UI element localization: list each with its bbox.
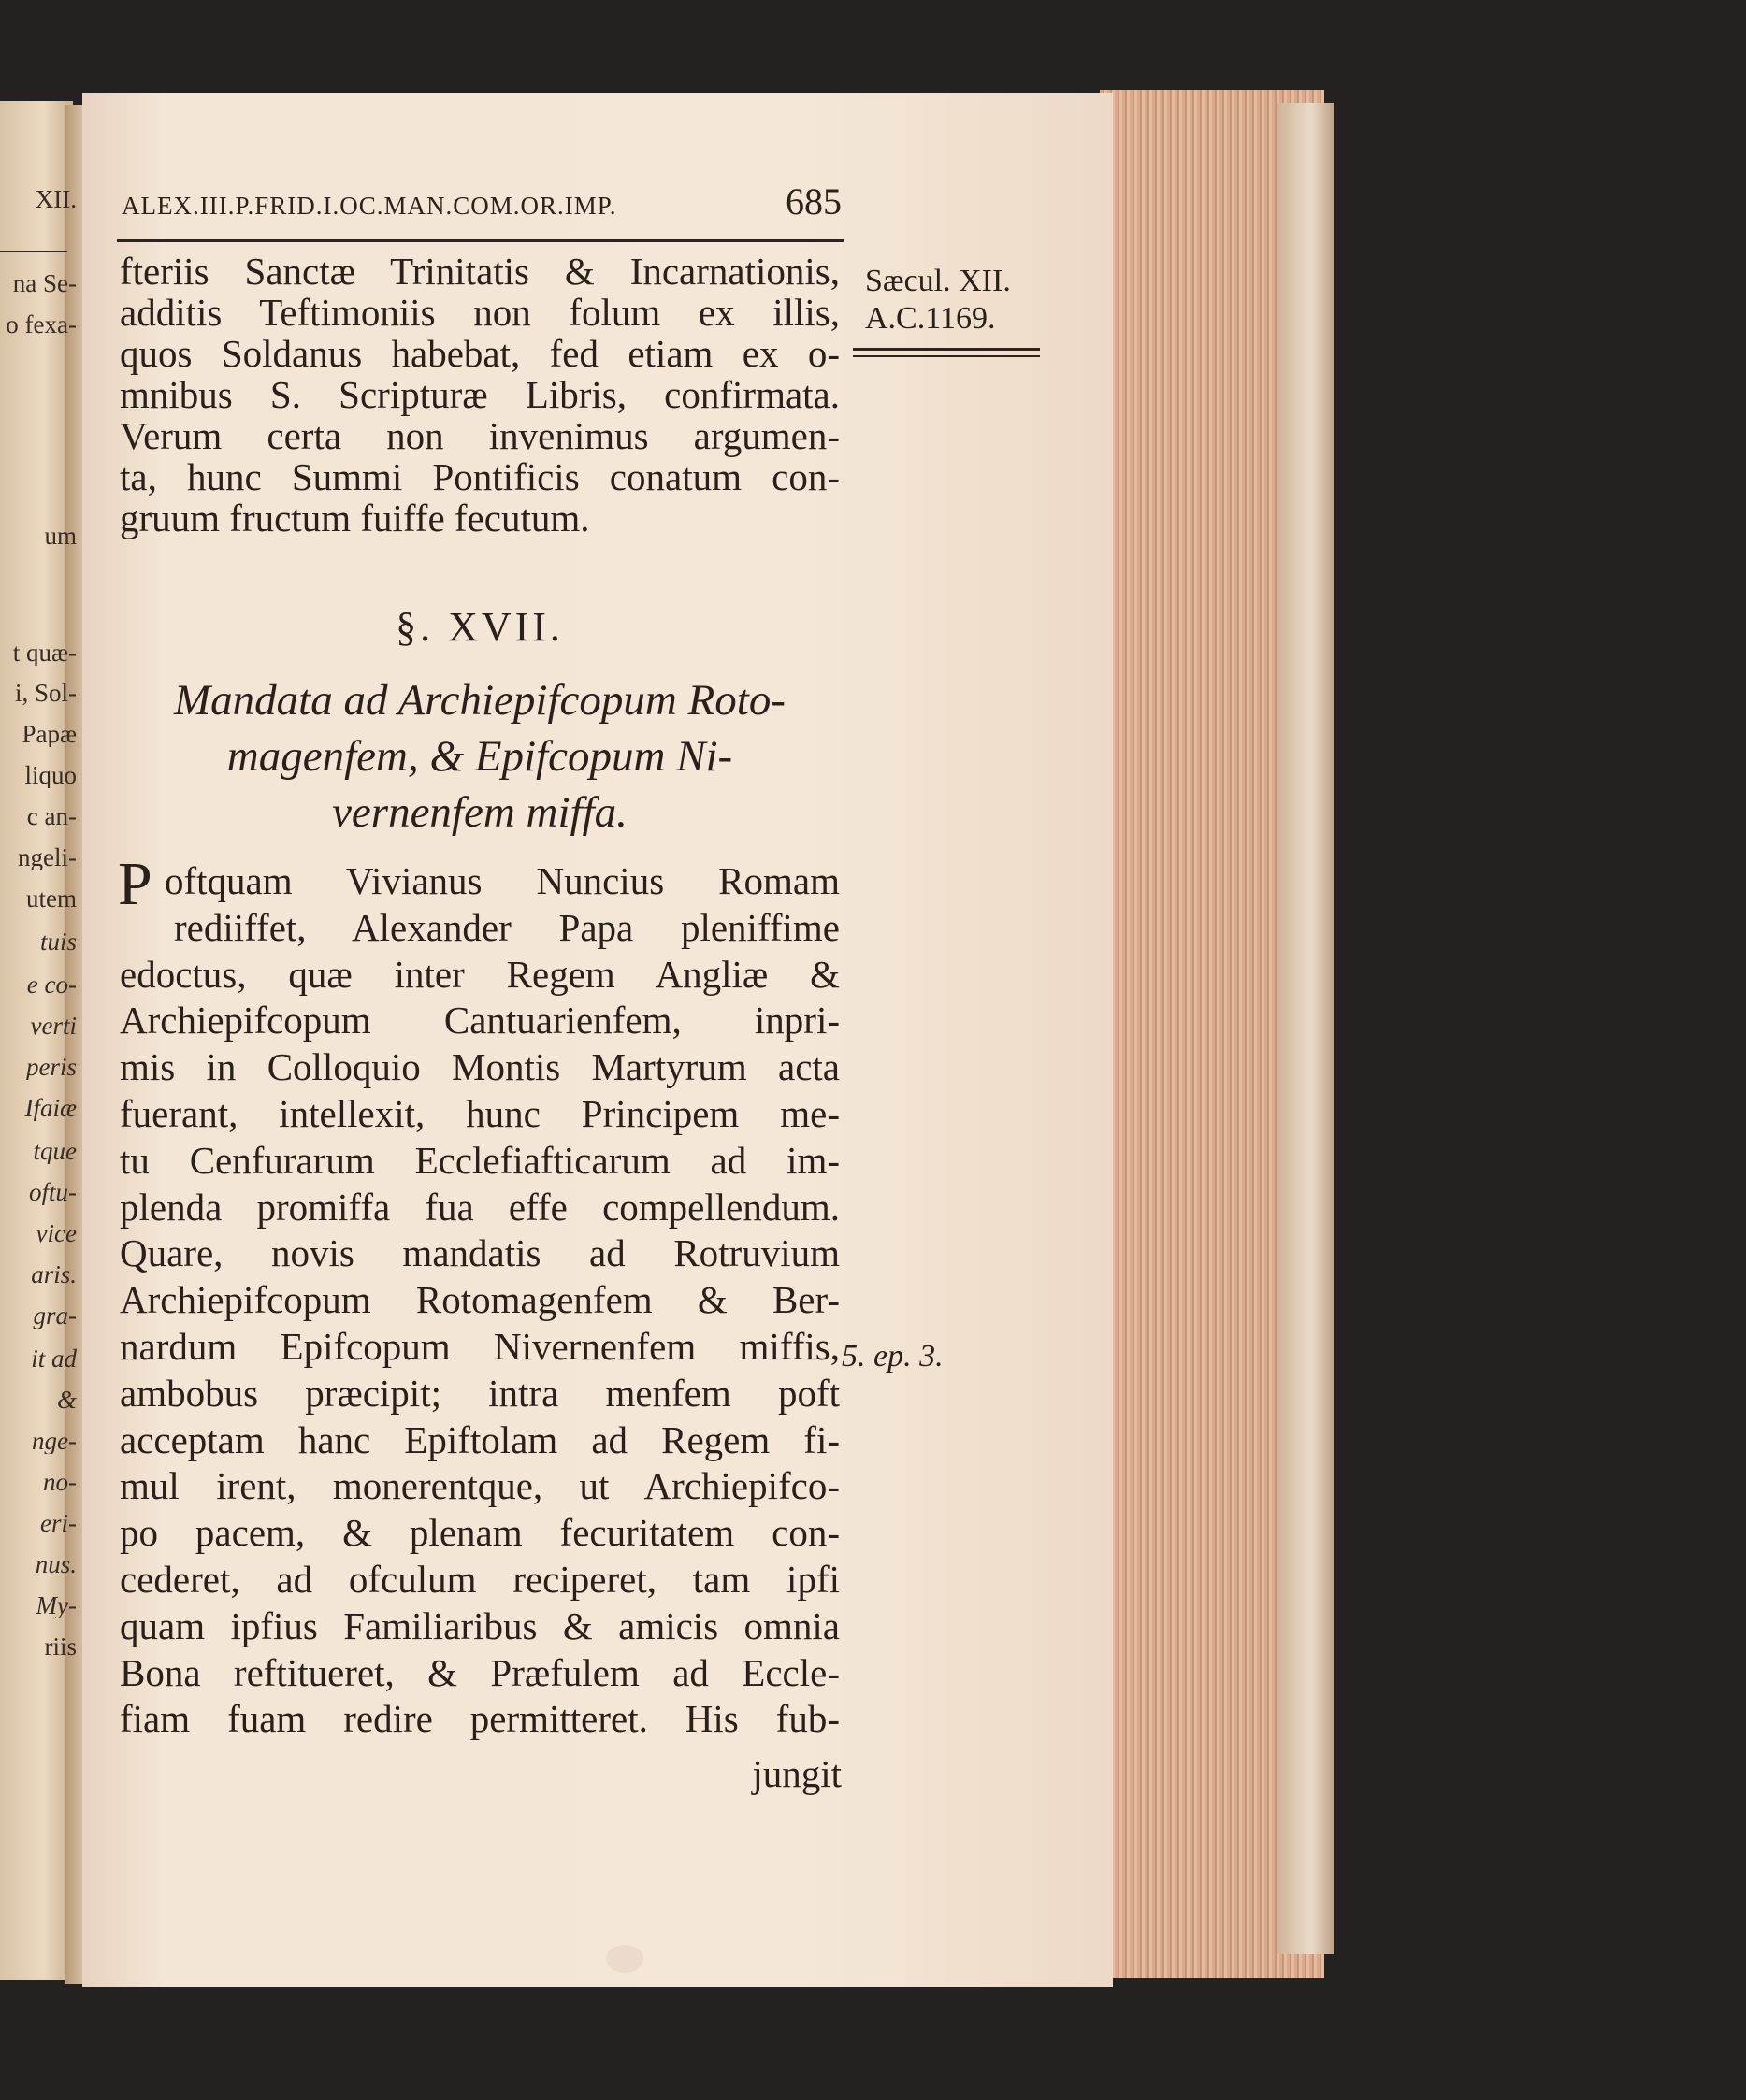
facing-page-fragment: peris	[26, 1055, 77, 1080]
text-line: mis in Colloquio Montis Martyrum acta	[120, 1045, 840, 1089]
header-rule	[117, 239, 844, 242]
facing-page-fragment: My-	[36, 1593, 77, 1618]
margin-era: Sæcul. XII.	[865, 264, 1011, 298]
text-line: Bona reftitueret, & Præfulem ad Eccle-	[120, 1650, 840, 1694]
facing-page-fragment: riis	[44, 1634, 77, 1660]
text-line: ta, hunc Summi Pontificis conatum con-	[120, 455, 840, 498]
text-line: rediiffet, Alexander Papa pleniffime	[174, 905, 840, 949]
text-line: cederet, ad ofculum reciperet, tam ipfi	[120, 1558, 840, 1601]
facing-page-fragment: liquo	[24, 763, 77, 788]
text-line: Archiepifcopum Cantuarienfem, inpri-	[120, 999, 840, 1043]
running-head	[122, 180, 842, 228]
facing-page-fragment: i, Sol-	[14, 681, 77, 706]
facing-page-fragment: nus.	[35, 1552, 77, 1577]
text-line: gruum fructum fuiffe fecutum.	[120, 496, 590, 539]
text-line: quos Soldanus habebat, fed etiam ex o-	[120, 332, 840, 375]
facing-page-fragment: Ifaiæ	[24, 1096, 77, 1121]
text-line: fteriis Sanctæ Trinitatis & Incarnationis,	[120, 250, 840, 293]
facing-page-fragment: c an-	[26, 804, 77, 829]
text-line: ambobus præcipit; intra menfem poft	[120, 1371, 840, 1415]
text-line: Archiepifcopum Rotomagenfem & Ber-	[120, 1278, 840, 1322]
text-line: plenda promiffa fua effe compellendum.	[120, 1185, 840, 1229]
facing-page-fragment: no-	[43, 1470, 77, 1495]
text-line: oftquam Vivianus Nuncius Romam	[165, 859, 840, 902]
text-line: additis Teftimoniis non folum ex illis,	[120, 291, 840, 334]
section-title-line: magenfem, & Epifcopum Ni-	[226, 732, 733, 781]
page-number: 685	[786, 180, 842, 223]
facing-page-fragment: Papæ	[22, 722, 77, 747]
margin-rule	[853, 348, 1040, 351]
text-line: Quare, novis mandatis ad Rotruvium	[120, 1231, 840, 1275]
facing-page-fragment: oftu-	[29, 1180, 77, 1205]
drop-cap: P	[118, 850, 152, 918]
text-line: edoctus, quæ inter Regem Angliæ &	[120, 952, 840, 996]
section-title-line: vernenfem miffa.	[332, 788, 628, 837]
paper-stain	[606, 1945, 643, 1973]
catchword: jungit	[752, 1752, 842, 1795]
facing-page-rule	[0, 251, 67, 252]
facing-page-fragment: vice	[36, 1221, 77, 1246]
running-head-title: ALEX.III.P.FRID.I.OC.MAN.COM.OR.IMP.	[122, 192, 617, 220]
facing-page-fragment: ngeli-	[18, 845, 77, 870]
facing-page-fragment: it ad	[31, 1346, 77, 1372]
text-line: quam ipfius Familiaribus & amicis omnia	[120, 1604, 840, 1647]
text-line: nardum Epifcopum Nivernenfem miffis,	[120, 1325, 840, 1368]
text-line: po pacem, & plenam fecuritatem con-	[120, 1511, 840, 1555]
facing-page	[0, 101, 73, 1980]
text-line: acceptam hanc Epiftolam ad Regem fi-	[120, 1417, 840, 1461]
margin-rule-thin	[853, 355, 1040, 357]
facing-page-fragment: tque	[33, 1139, 77, 1164]
facing-page-fragment: nge-	[32, 1429, 77, 1454]
text-line: mnibus S. Scripturæ Libris, confirmata.	[120, 373, 840, 416]
section-number: §. XVII.	[396, 604, 564, 650]
facing-page-fragment: t quæ-	[12, 640, 77, 666]
facing-page-fragment: na Se-	[12, 271, 77, 296]
facing-page-fragment: aris.	[31, 1262, 77, 1287]
facing-page-fragment: eri-	[40, 1511, 77, 1536]
text-line: Verum certa non invenimus argumen-	[120, 414, 840, 457]
text-line: mul irent, monerentque, ut Archiepifco-	[120, 1464, 840, 1508]
text-line: tu Cenfurarum Ecclefiafticarum ad im-	[120, 1138, 840, 1182]
facing-page-fragment: um	[44, 524, 77, 549]
book-cover-edge	[1277, 103, 1334, 1954]
facing-page-fragment: XII.	[35, 187, 77, 212]
facing-page-fragment: utem	[26, 886, 77, 912]
facing-page-fragment: gra-	[33, 1303, 77, 1329]
text-line: fuerant, intellexit, hunc Principem me-	[120, 1092, 840, 1135]
facing-page-fragment: o fexa-	[6, 312, 77, 338]
section-title-line: Mandata ad Archiepifcopum Roto-	[174, 676, 786, 725]
margin-year: A.C.1169.	[865, 301, 996, 336]
text-line: fiam fuam redire permitteret. His fub-	[120, 1697, 840, 1741]
facing-page-fragment: verti	[30, 1014, 77, 1039]
margin-reference: 5. ep. 3.	[842, 1339, 944, 1374]
facing-page-fragment: tuis	[39, 929, 77, 955]
facing-page-fragment: &	[56, 1388, 77, 1413]
facing-page-fragment: e co-	[26, 972, 77, 998]
